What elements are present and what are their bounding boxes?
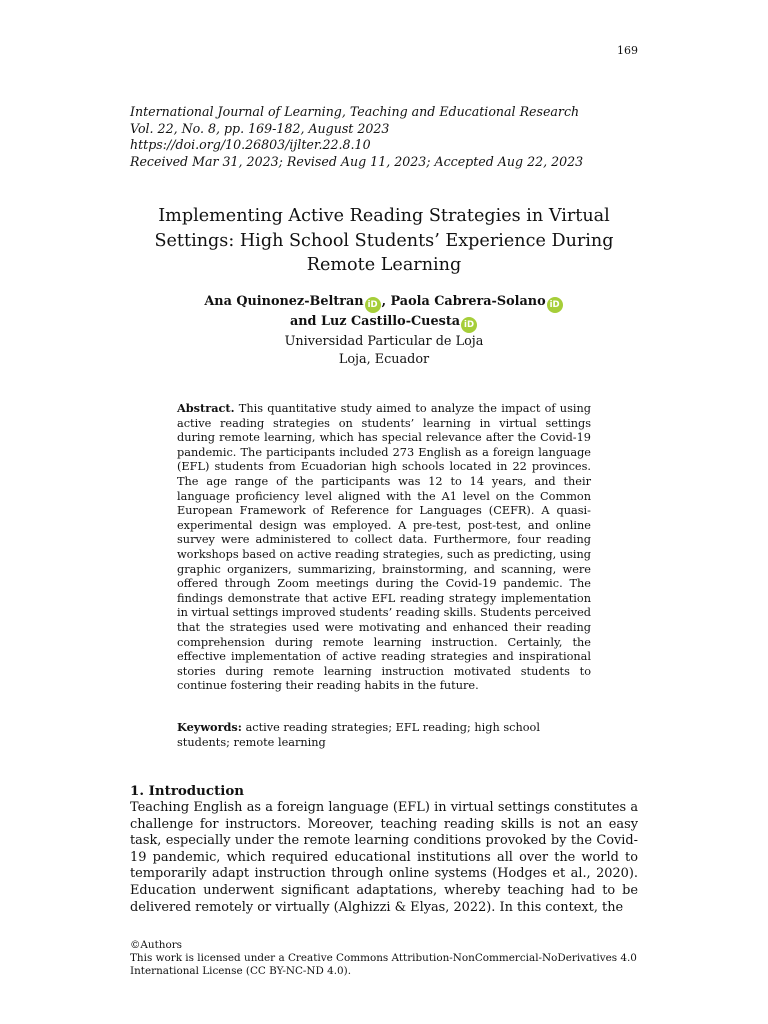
author-3-prefix: and [289, 314, 321, 329]
journal-dates: Received Mar 31, 2023; Revised Aug 11, 2023; Accepted Aug 22, 2023 [130, 153, 584, 169]
author-1: Ana Quinonez-Beltran [204, 294, 364, 309]
journal-volume: Vol. 22, No. 8, pp. 169-182, August 2023 [130, 120, 390, 136]
author-2: Paola Cabrera-Solano [390, 294, 546, 309]
journal-name: International Journal of Learning, Teaching and Educational Research [130, 104, 580, 119]
author-block [130, 293, 638, 368]
keywords-text: active reading strategies; EFL reading; high school students; remote learning [177, 721, 540, 749]
copyright: ©Authors [130, 939, 183, 951]
paper-title: Implementing Active Reading Strategies in Virtual Settings: High School Students’ Experience During Remote Learning [154, 206, 614, 275]
author-names-line-2 [130, 313, 638, 333]
orcid-icon[interactable]: iD [461, 317, 477, 333]
author-names-line-1 [130, 293, 638, 313]
location: Loja, Ecuador [338, 351, 430, 367]
abstract-text: This quantitative study aimed to analyze the impact of using active reading strategies on students’ learning in virtual settings during remote learning, which has special relevance after the Covid-19 pandemic. The participants included 273 English as a foreign language (EFL) students from Ecuadorian high schools located in 22 provinces. The age range of the participants was 12 to 14 years, and their language proficiency level aligned with the A1 level on the Common European Framework of Reference for Languages (CEFR). A quasi-experimental design was employed. A pre-test, post-test, and online survey were administered to collect data. Furthermore, four reading workshops based on active reading strategies, such as predicting, using graphic organizers, summarizing, brainstorming, and scanning, were offered through Zoom meetings during the Covid-19 pandemic. The findings demonstrate that active EFL reading strategy implementation in virtual settings improved students’ reading skills. Students perceived that the strategies used were motivating and enhanced their reading comprehension during remote learning instruction. Certainly, the effective implementation of active reading strategies and inspirational stories during remote learning instruction motivated students to continue fostering their reading habits in the future. [177, 402, 591, 693]
footer [130, 939, 640, 979]
affiliation: Universidad Particular de Loja [284, 334, 484, 349]
license-text: This work is licensed under a Creative Commons Attribution-NonCommercial-NoDerivatives 4.0 International License (CC BY-NC-ND 4.0). [130, 952, 637, 978]
page-number: 169 [617, 44, 638, 57]
orcid-icon[interactable]: iD [547, 297, 563, 313]
journal-doi[interactable]: https://doi.org/10.26803/ijlter.22.8.10 [130, 137, 371, 152]
introduction-text: Teaching English as a foreign language (EFL) in virtual settings constitutes a challenge for instructors. Moreover, teaching reading skills is not an easy task, especially under the remote learning conditions provoked by the Covid-19 pandemic, which required educational institutions all over the world to temporarily adapt instruction through online systems (Hodges et al., 2020). Education underwent significant adaptations, whereby teaching had to be delivered remotely or virtually (Alghizzi & Elyas, 2022). In this context, the [130, 800, 638, 915]
abstract-label: Abstract. [177, 401, 235, 415]
keywords-label: Keywords: [177, 720, 242, 734]
section-heading-introduction: 1. Introduction [130, 783, 245, 799]
journal-info [130, 104, 583, 170]
author-3: Luz Castillo-Cuesta [320, 314, 461, 329]
abstract [177, 401, 591, 694]
orcid-icon[interactable]: iD [365, 297, 381, 313]
author-separator: , [381, 294, 391, 309]
keywords [177, 720, 591, 750]
